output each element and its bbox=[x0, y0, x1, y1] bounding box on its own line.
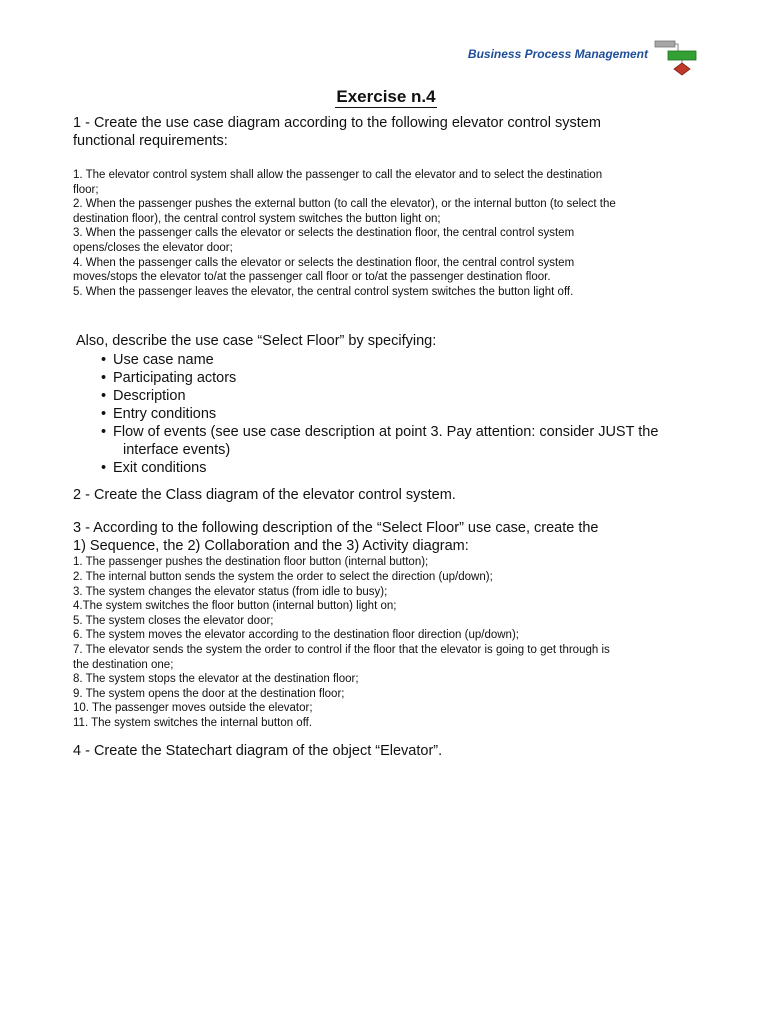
requirement-5-line-1: 5. When the passenger leaves the elevator, the central control system switches the button light off. bbox=[73, 285, 574, 298]
requirement-4-line-2: moves/stops the elevator to/at the passenger call floor or to/at the passenger destination floor. bbox=[73, 271, 551, 284]
bullet-text: Flow of events (see use case description at point 3. Pay attention: consider JUST the bbox=[113, 423, 659, 440]
step-7-line-2: the destination one; bbox=[73, 658, 174, 671]
exercise-title bbox=[0, 86, 768, 108]
select-floor-intro: Also, describe the use case “Select Floor” by specifying: bbox=[76, 333, 437, 350]
section-2 bbox=[73, 487, 713, 505]
section-3 bbox=[73, 520, 713, 730]
logo-gray-box-icon bbox=[655, 41, 675, 47]
header-title: Business Process Management bbox=[467, 47, 648, 61]
step-10: 10. The passenger moves outside the elevator; bbox=[73, 702, 313, 715]
exercise-title-text: Exercise n.4 bbox=[336, 87, 436, 106]
bullet-text: Entry conditions bbox=[113, 405, 217, 422]
logo-red-diamond-icon bbox=[674, 63, 690, 75]
select-floor-bullet-list bbox=[76, 351, 713, 477]
requirement-1-line-2: floor; bbox=[73, 183, 99, 196]
section-1-intro-line-1: 1 - Create the use case diagram according to the following elevator control system bbox=[73, 115, 601, 131]
section-4 bbox=[73, 743, 713, 761]
step-6: 6. The system moves the elevator according to the destination floor direction (up/down); bbox=[73, 629, 519, 642]
requirement-3-line-1: 3. When the passenger calls the elevator or selects the destination floor, the central control system bbox=[73, 227, 575, 240]
section-2-text: 2 - Create the Class diagram of the elevator control system. bbox=[73, 486, 456, 503]
bullet-exit-conditions bbox=[101, 459, 713, 477]
bullet-text: Participating actors bbox=[113, 369, 237, 386]
requirement-2-line-2: destination floor), the central control system switches the button light on; bbox=[73, 212, 441, 225]
bullet-use-case-name bbox=[101, 351, 713, 369]
bullet-text: Exit conditions bbox=[113, 459, 207, 476]
bpm-logo-icon bbox=[652, 40, 698, 78]
requirements-list bbox=[73, 168, 713, 299]
step-2: 2. The internal button sends the system the order to select the direction (up/down); bbox=[73, 570, 493, 583]
select-floor-description-section bbox=[76, 333, 713, 477]
logo-green-box-icon bbox=[668, 51, 696, 60]
page-header bbox=[0, 40, 768, 80]
section-4-text: 4 - Create the Statechart diagram of the object “Elevator”. bbox=[73, 743, 443, 760]
exercise-content bbox=[73, 115, 713, 761]
bullet-flow-of-events bbox=[101, 423, 713, 459]
requirement-2-line-1: 2. When the passenger pushes the external button (to call the elevator), or the internal button (to select the bbox=[73, 198, 616, 211]
bullet-text-continued: interface events) bbox=[123, 441, 231, 458]
step-8: 8. The system stops the elevator at the destination floor; bbox=[73, 673, 359, 686]
step-4: 4.The system switches the floor button (internal button) light on; bbox=[73, 600, 397, 613]
requirement-4-line-1: 4. When the passenger calls the elevator or selects the destination floor, the central control system bbox=[73, 256, 575, 269]
requirement-3-line-2: opens/closes the elevator door; bbox=[73, 241, 233, 254]
section-1-intro bbox=[73, 115, 713, 150]
section-1-intro-line-2: functional requirements: bbox=[73, 132, 228, 149]
step-1: 1. The passenger pushes the destination floor button (internal button); bbox=[73, 556, 429, 569]
requirement-1-line-1: 1. The elevator control system shall allow the passenger to call the elevator and to select the destination bbox=[73, 169, 603, 181]
section-3-intro-line-1: 3 - According to the following description of the “Select Floor” use case, create the bbox=[73, 520, 599, 537]
bullet-description bbox=[101, 387, 713, 405]
bullet-text: Use case name bbox=[113, 351, 214, 368]
section-3-intro-line-2: 1) Sequence, the 2) Collaboration and the 3) Activity diagram: bbox=[73, 537, 469, 554]
select-floor-steps-list bbox=[73, 555, 713, 730]
bullet-text: Description bbox=[113, 387, 186, 404]
bullet-entry-conditions bbox=[101, 405, 713, 423]
step-11: 11. The system switches the internal button off. bbox=[73, 716, 313, 729]
step-9: 9. The system opens the door at the destination floor; bbox=[73, 687, 345, 700]
step-7-line-1: 7. The elevator sends the system the order to control if the floor that the elevator is going to get through is bbox=[73, 643, 610, 656]
step-3: 3. The system changes the elevator status (from idle to busy); bbox=[73, 585, 388, 598]
step-5: 5. The system closes the elevator door; bbox=[73, 614, 274, 627]
bullet-participating-actors bbox=[101, 369, 713, 387]
